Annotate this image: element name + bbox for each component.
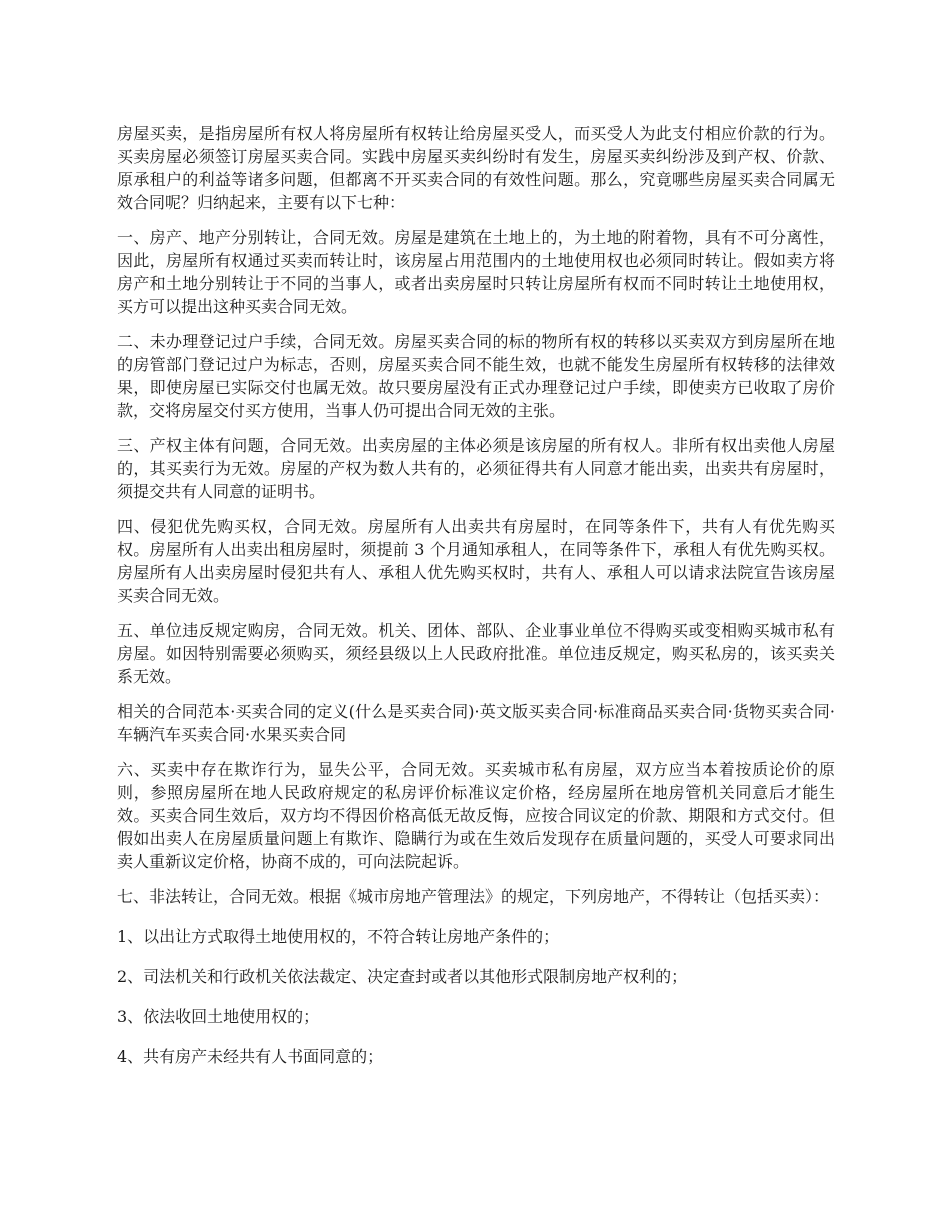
list-item-2: 2、司法机关和行政机关依法裁定、决定查封或者以其他形式限制房地产权利的； — [117, 967, 688, 986]
paragraph-item-6: 六、买卖中存在欺诈行为，显失公平，合同无效。买卖城市私有房屋，双方应当本着按质论价的原则，参照房屋所在地人民政府规定的私房评价标准议定价格，经房屋所在地房管机关同意后才能生效。买卖合同生效后，双方均不得因价格高低无故反悔，应按合同议定的价款、期限和方式交付。但假如出卖人在房屋质量问题上有欺诈、隐瞒行为或在生效后发现存在质量问题的，买受人可要求同出卖人重新议定价格，协商不成的，可向法院起诉。 — [117, 760, 835, 871]
paragraph-item-5: 五、单位违反规定购房，合同无效。机关、团体、部队、企业事业单位不得购买或变相购买城市私有房屋。如因特别需要必须购买，须经县级以上人民政府批准。单位违反规定，购买私房的，该买卖关系无效。 — [117, 621, 835, 686]
document-body — [117, 122, 835, 1085]
related-templates-paragraph: 相关的合同范本·买卖合同的定义(什么是买卖合同)·英文版买卖合同·标准商品买卖合同·货物买卖合同·车辆汽车买卖合同·水果买卖合同 — [117, 702, 835, 744]
paragraph-item-7: 七、非法转让，合同无效。根据《城市房地产管理法》的规定，下列房地产，不得转让（包括买卖）： — [117, 887, 830, 906]
paragraph-item-1: 一、房产、地产分别转让，合同无效。房屋是建筑在土地上的，为土地的附着物，具有不可分离性，因此，房屋所有权通过买卖而转让时，该房屋占用范围内的土地使用权也必须同时转让。假如卖方将房产和土地分别转让于不同的当事人，或者出卖房屋时只转让房屋所有权而不同时转让土地使用权，买方可以提出这种买卖合同无效。 — [117, 228, 835, 316]
paragraph-item-3: 三、产权主体有问题，合同无效。出卖房屋的主体必须是该房屋的所有权人。非所有权出卖他人房屋的，其买卖行为无效。房屋的产权为数人共有的，必须征得共有人同意才能出卖，出卖共有房屋时，须提交共有人同意的证明书。 — [117, 436, 835, 501]
paragraph-item-4: 四、侵犯优先购买权，合同无效。房屋所有人出卖共有房屋时，在同等条件下，共有人有优先购买权。房屋所有人出卖出租房屋时，须提前 3 个月通知承租人，在同等条件下，承租人有优先购买权。房屋所有人出卖房屋时侵犯共有人、承租人优先购买权时，共有人、承租人可以请求法院宣告该房屋买卖合同无效。 — [117, 517, 835, 605]
list-item-1: 1、以出让方式取得土地使用权的，不符合转让房地产条件的； — [117, 927, 560, 946]
list-item-4: 4、共有房产未经共有人书面同意的； — [117, 1047, 384, 1066]
paragraph-item-2: 二、未办理登记过户手续，合同无效。房屋买卖合同的标的物所有权的转移以买卖双方到房屋所在地的房管部门登记过户为标志，否则，房屋买卖合同不能生效，也就不能发生房屋所有权转移的法律效果，即使房屋已实际交付也属无效。故只要房屋没有正式办理登记过户手续，即使卖方已收取了房价款，交将房屋交付买方使用，当事人仍可提出合同无效的主张。 — [117, 332, 835, 420]
intro-paragraph: 房屋买卖，是指房屋所有权人将房屋所有权转让给房屋买受人，而买受人为此支付相应价款的行为。买卖房屋必须签订房屋买卖合同。实践中房屋买卖纠纷时有发生，房屋买卖纠纷涉及到产权、价款、原承租户的利益等诸多问题，但都离不开买卖合同的有效性问题。那么，究竟哪些房屋买卖合同属无效合同呢？归纳起来，主要有以下七种： — [117, 124, 835, 212]
list-item-3: 3、依法收回土地使用权的； — [117, 1007, 320, 1026]
